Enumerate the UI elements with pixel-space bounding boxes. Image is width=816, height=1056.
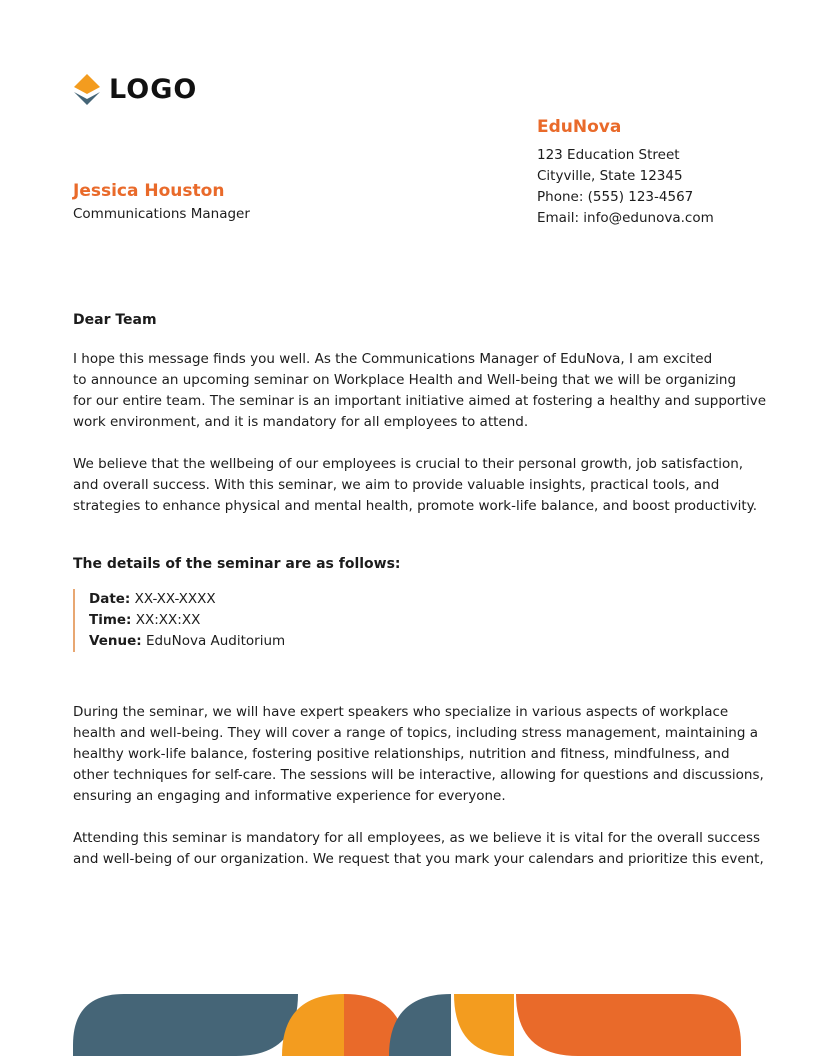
paragraph-line: ensuring an engaging and informative experience for everyone.: [73, 788, 506, 804]
detail-time-label: Time:: [89, 612, 132, 628]
paragraph-line: strategies to enhance physical and mental health, promote work-life balance, and boost productivity.: [73, 498, 758, 514]
paragraph-line: for our entire team. The seminar is an important initiative aimed at fostering a healthy and supportive: [73, 393, 767, 409]
company-phone: Phone: (555) 123-4567: [537, 189, 694, 205]
logo: [72, 72, 197, 108]
paragraph-line: and overall success. With this seminar, we aim to provide valuable insights, practical tools, and: [73, 477, 720, 493]
paragraph-line: Attending this seminar is mandatory for all employees, as we believe it is vital for the overall success: [73, 830, 761, 846]
intro-paragraph: [73, 349, 767, 433]
letter-body: [73, 309, 767, 891]
detail-time-value: XX:XX:XX: [135, 612, 201, 628]
detail-venue: [89, 631, 753, 652]
logo-diamond-icon: [72, 72, 102, 108]
logo-text: LOGO: [109, 74, 198, 105]
detail-date-value: XX-XX-XXXX: [134, 591, 216, 607]
paragraph-line: We believe that the wellbeing of our employees is crucial to their personal growth, job satisfaction,: [73, 456, 744, 472]
sender-block: [73, 179, 373, 225]
attending-paragraph: [73, 828, 764, 870]
sender-title: Communications Manager: [73, 206, 250, 222]
belief-paragraph: [73, 454, 758, 517]
detail-date-label: Date:: [89, 591, 131, 607]
paragraph-line: and well-being of our organization. We request that you mark your calendars and prioritize this event,: [73, 851, 764, 867]
footer-shape-slate-mid: [389, 994, 451, 1056]
footer-shape-slate-left: [73, 994, 298, 1056]
company-email: Email: info@edunova.com: [537, 210, 714, 226]
footer-decoration: [0, 990, 816, 1056]
footer-shape-amber-mid: [454, 994, 514, 1056]
detail-venue-label: Venue:: [89, 633, 142, 649]
paragraph-line: to announce an upcoming seminar on Workplace Health and Well-being that we will be organizing: [73, 372, 737, 388]
paragraph-line: During the seminar, we will have expert speakers who specialize in various aspects of workplace: [73, 704, 729, 720]
company-name: EduNova: [537, 117, 622, 137]
company-block: [537, 115, 777, 229]
speakers-paragraph: [73, 702, 764, 807]
paragraph-line: other techniques for self-care. The sessions will be interactive, allowing for questions and discussions,: [73, 767, 764, 783]
detail-time: [89, 610, 753, 631]
sender-name: Jessica Houston: [73, 181, 225, 201]
paragraph-line: healthy work-life balance, fostering positive relationships, nutrition and fitness, mindfulness, and: [73, 746, 730, 762]
footer-shape-orange-right: [516, 994, 741, 1056]
detail-date: [89, 589, 753, 610]
details-heading: The details of the seminar are as follows:: [73, 556, 401, 572]
salutation: Dear Team: [73, 312, 157, 328]
company-city: Cityville, State 12345: [537, 168, 683, 184]
company-street: 123 Education Street: [537, 147, 680, 163]
paragraph-line: work environment, and it is mandatory for all employees to attend.: [73, 414, 529, 430]
paragraph-line: health and well-being. They will cover a range of topics, including stress management, maintaining a: [73, 725, 758, 741]
detail-venue-value: EduNova Auditorium: [145, 633, 286, 649]
seminar-details: [73, 589, 753, 652]
paragraph-line: I hope this message finds you well. As the Communications Manager of EduNova, I am excited: [73, 351, 713, 367]
